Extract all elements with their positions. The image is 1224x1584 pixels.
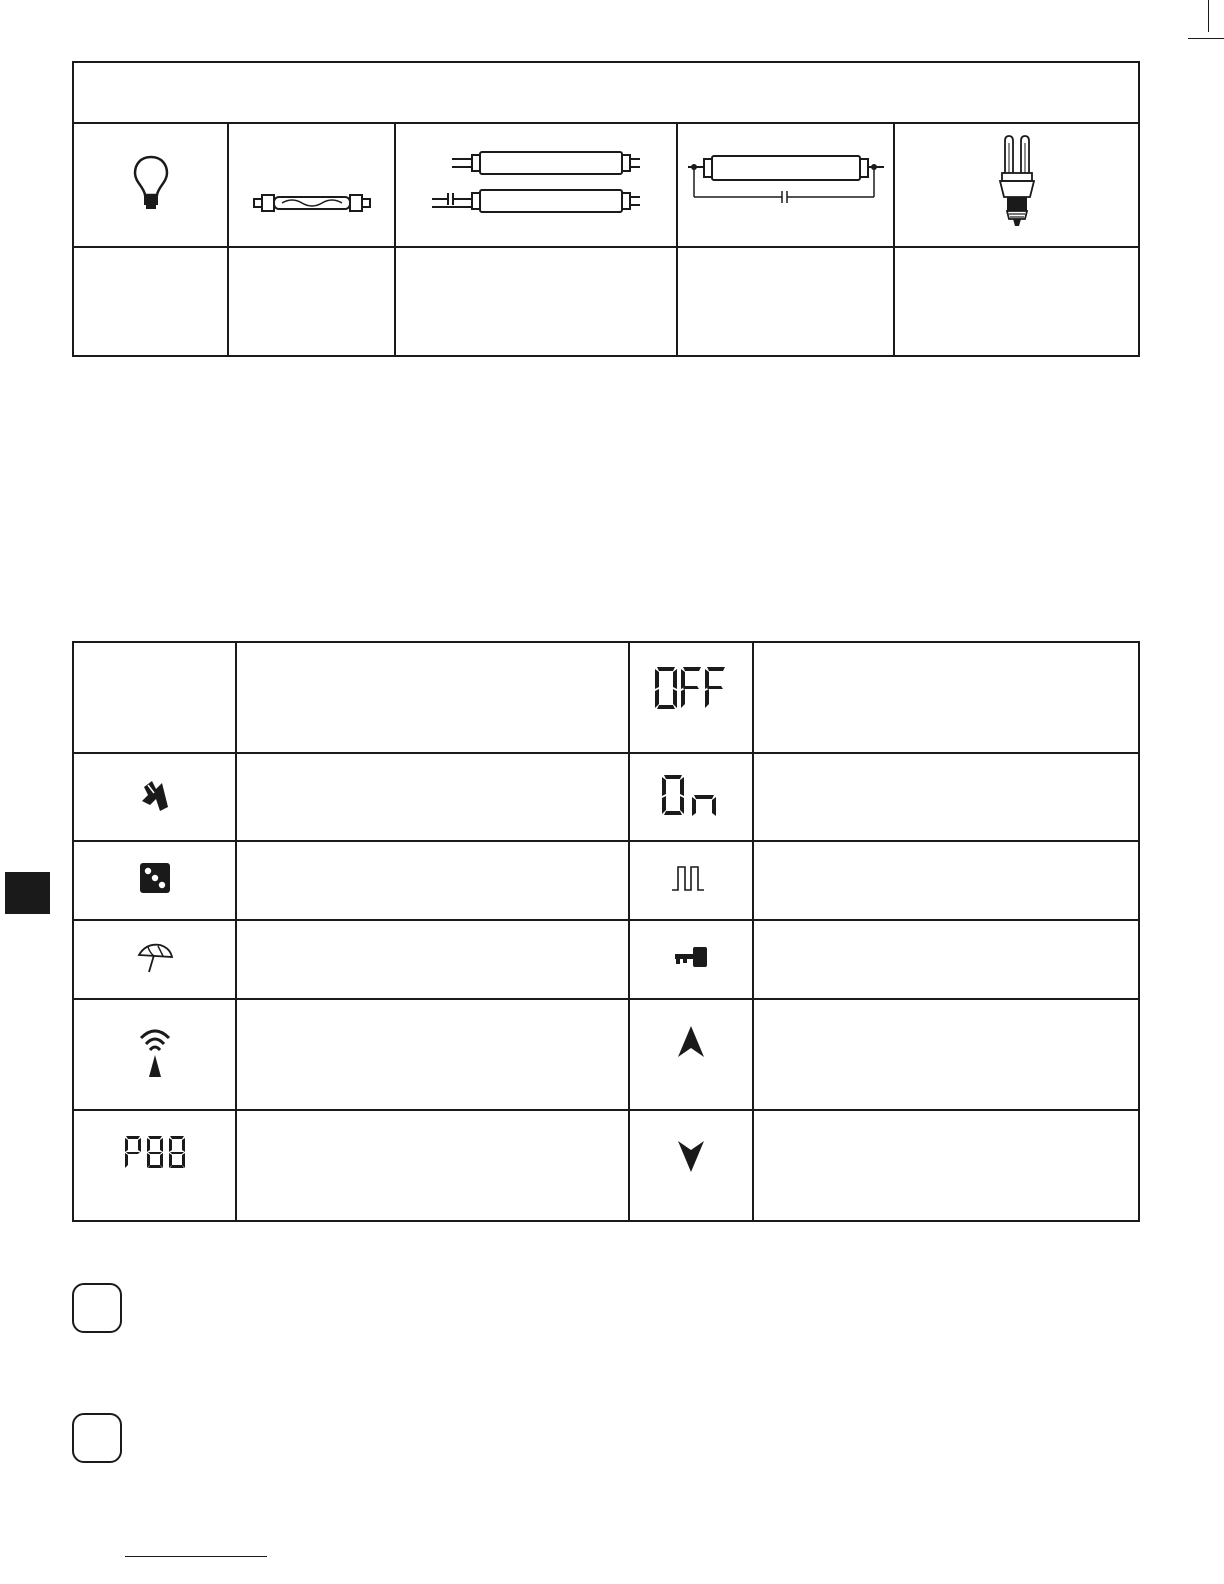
- symbol-text: [753, 999, 1139, 1110]
- pulse-icon: [671, 864, 711, 892]
- random-dice-icon: [139, 862, 171, 894]
- symbol-cell-on: [629, 753, 753, 841]
- note-box-2: [72, 1413, 122, 1463]
- symbol-cell-remote: [73, 999, 236, 1110]
- lcd-on-icon: [660, 773, 722, 817]
- lamp-desc-fluorescent: [395, 247, 677, 356]
- symbol-cell-off: [629, 642, 753, 753]
- symbol-text: [236, 1110, 629, 1221]
- symbol-text: [236, 642, 629, 753]
- symbol-cell-up: [629, 999, 753, 1110]
- holiday-umbrella-icon: [136, 941, 174, 973]
- lamp-desc-halogen: [228, 247, 395, 356]
- symbol-text: [236, 920, 629, 999]
- symbol-cell-random: [73, 841, 236, 920]
- symbol-text: [236, 999, 629, 1110]
- remote-signal-icon: [137, 1024, 173, 1080]
- symbol-cell-key: [629, 920, 753, 999]
- symbol-cell-blank: [73, 642, 236, 753]
- halogen-tube-icon: [252, 183, 372, 223]
- symbol-text: [236, 841, 629, 920]
- symbol-text: [753, 753, 1139, 841]
- manual-mode-icon: [138, 777, 172, 813]
- lcd-program-icon: [122, 1135, 188, 1169]
- symbol-text: [753, 841, 1139, 920]
- incandescent-bulb-icon: [131, 153, 171, 213]
- key-lock-icon: [671, 945, 711, 969]
- symbol-cell-manual: [73, 753, 236, 841]
- crop-mark-vertical: [1208, 0, 1209, 32]
- lamp-cell-halogen: [228, 123, 395, 247]
- symbol-cell-holiday: [73, 920, 236, 999]
- lamp-cell-fluorescent: [395, 123, 677, 247]
- arrow-down-icon: [676, 1139, 706, 1175]
- lamp-desc-compact: [894, 247, 1139, 356]
- fluorescent-tube-compensated-icon: [686, 153, 886, 213]
- symbol-text: [236, 753, 629, 841]
- arrow-up-icon: [676, 1024, 706, 1060]
- symbol-text: [753, 1110, 1139, 1221]
- symbol-cell-pulse: [629, 841, 753, 920]
- lamp-table-header: [73, 62, 1139, 123]
- crop-mark-horizontal: [1188, 38, 1224, 39]
- footnote-rule: [125, 1556, 267, 1557]
- lamp-cell-fluorescent-compensated: [677, 123, 894, 247]
- compact-fluorescent-bulb-icon: [992, 133, 1042, 233]
- fluorescent-tubes-icon: [430, 147, 642, 219]
- symbol-cell-down: [629, 1110, 753, 1221]
- lamp-cell-incandescent: [73, 123, 228, 247]
- symbol-cell-program: [73, 1110, 236, 1221]
- lamp-desc-incandescent: [73, 247, 228, 356]
- lcd-off-icon: [653, 665, 729, 711]
- symbol-text: [753, 920, 1139, 999]
- lamp-cell-compact: [894, 123, 1139, 247]
- section-tab-marker: [5, 872, 50, 914]
- lamp-type-table: [72, 61, 1140, 357]
- symbol-text: [753, 642, 1139, 753]
- note-box-1: [72, 1283, 122, 1333]
- symbol-table: [72, 641, 1140, 1222]
- lamp-desc-fluorescent-compensated: [677, 247, 894, 356]
